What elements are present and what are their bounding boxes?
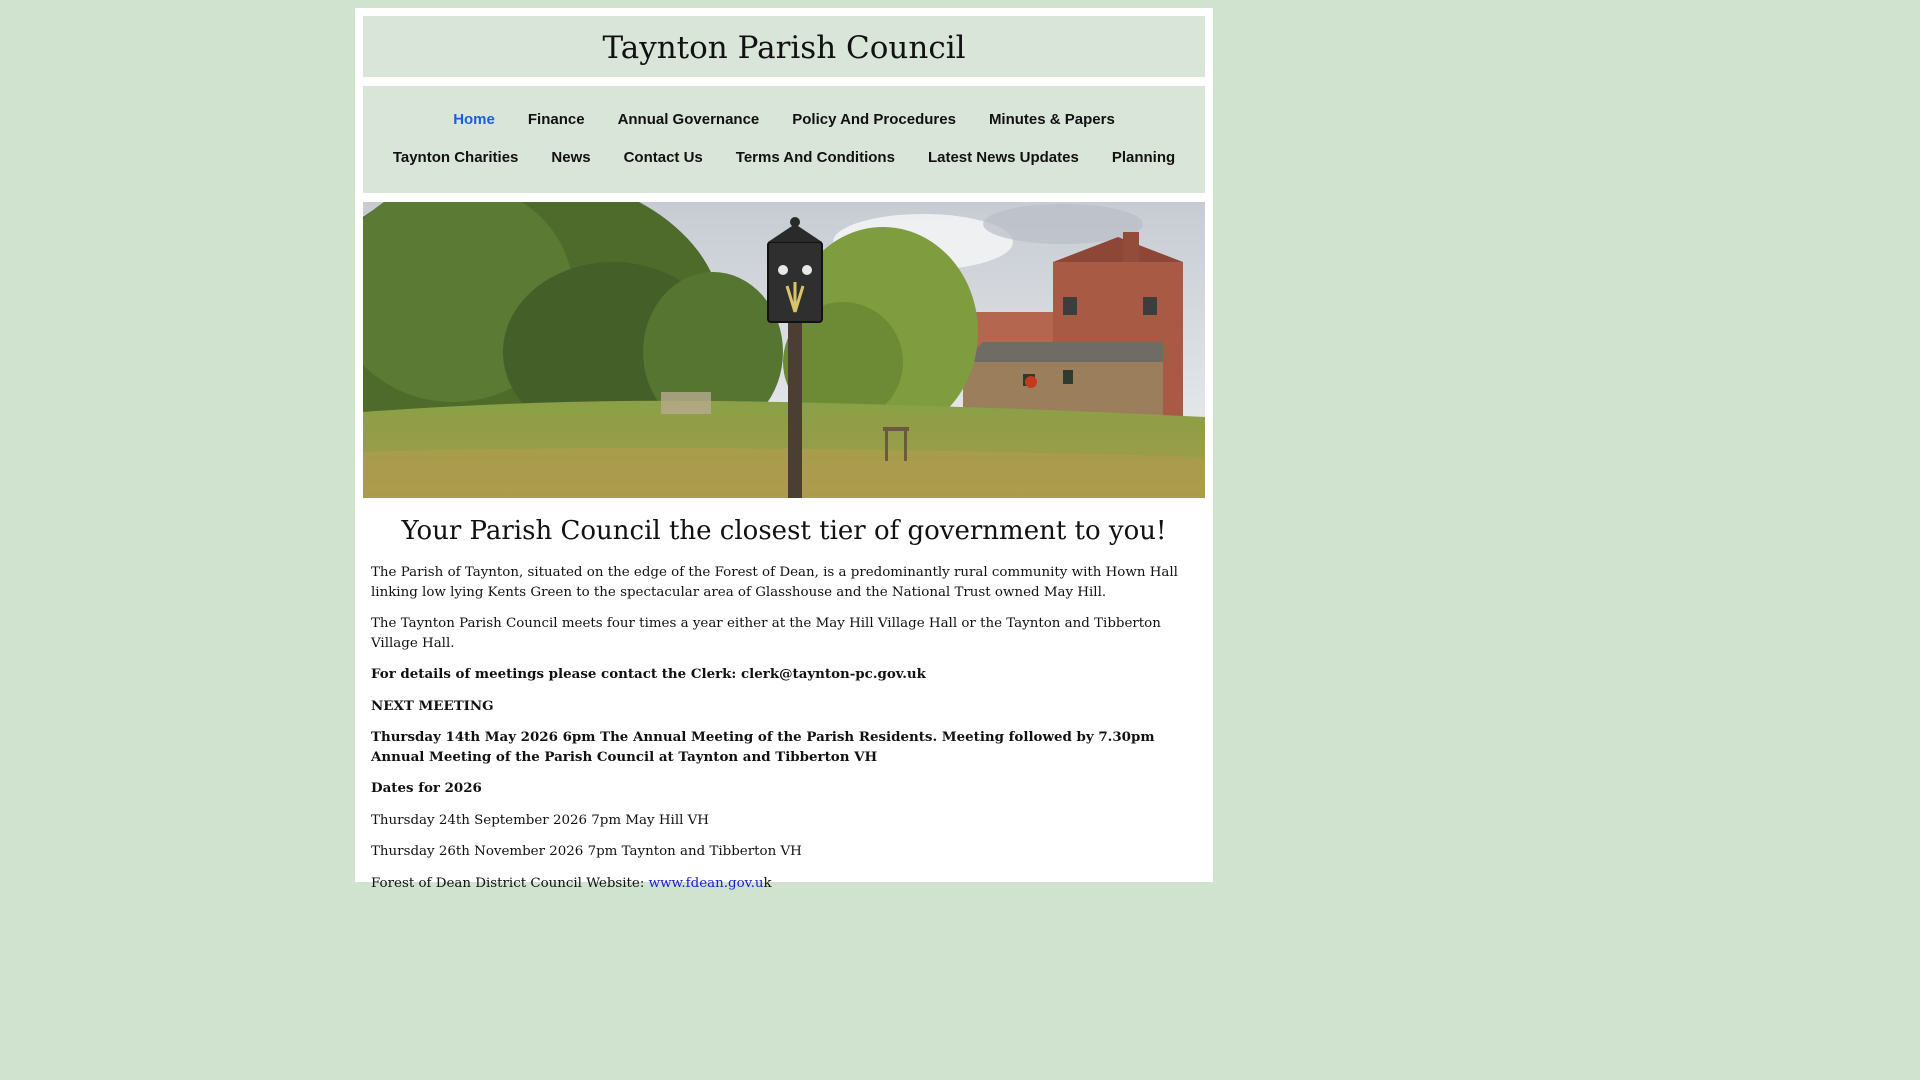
village-scene-illustration xyxy=(363,202,1205,498)
nav-item-taynton-charities[interactable]: Taynton Charities xyxy=(392,149,519,166)
main-content xyxy=(371,516,1197,905)
meetings-paragraph: The Taynton Parish Council meets four times a year either at the May Hill Village Hall or the Taynton and Tibberton Village Hall. xyxy=(371,616,1161,651)
header xyxy=(363,16,1205,77)
page-headline: Your Parish Council the closest tier of government to you! xyxy=(401,516,1167,546)
hero-image xyxy=(363,202,1205,498)
contact-clerk-text: For details of meetings please contact the Clerk: clerk@taynton-pc.gov.uk xyxy=(371,666,926,682)
intro-paragraph: The Parish of Taynton, situated on the edge of the Forest of Dean, is a predominantly rural community with Hown Hall linking low lying Kents Green to the spectacular area of Glasshouse and the National Trust owned May Hill. xyxy=(371,565,1178,600)
district-council-website xyxy=(371,874,1197,894)
nav-item-annual-governance[interactable]: Annual Governance xyxy=(617,111,760,128)
nav-item-terms-and-conditions[interactable]: Terms And Conditions xyxy=(735,149,895,166)
main-navigation xyxy=(363,86,1205,193)
next-meeting-label: NEXT MEETING xyxy=(371,697,494,714)
nav-item-finance[interactable]: Finance xyxy=(527,111,585,128)
nav-item-planning[interactable]: Planning xyxy=(1111,149,1176,166)
nav-item-home[interactable]: Home xyxy=(453,111,495,128)
nav-row-2 xyxy=(363,149,1205,166)
next-meeting-details: Thursday 14th May 2026 6pm The Annual Meeting of the Parish Residents. Meeting followed by 7.30pm Annual Meeting of the Parish Council at Taynton and Tibberton VH xyxy=(371,729,1155,765)
page-container xyxy=(355,8,1213,891)
meeting-date-1: Thursday 24th September 2026 7pm May Hill VH xyxy=(371,812,709,828)
nav-item-policy-and-procedures[interactable]: Policy And Procedures xyxy=(792,111,956,128)
nav-row-1 xyxy=(363,111,1205,128)
district-council-label: Forest of Dean District Council Website: xyxy=(371,875,649,891)
meeting-date-2: Thursday 26th November 2026 7pm Taynton and Tibberton VH xyxy=(371,844,802,859)
fdean-website-link[interactable]: www.fdean.gov.u xyxy=(648,875,764,891)
nav-item-news[interactable]: News xyxy=(551,149,591,166)
nav-item-minutes-papers[interactable]: Minutes & Papers xyxy=(988,111,1115,128)
nav-item-latest-news-updates[interactable]: Latest News Updates xyxy=(927,149,1079,166)
dates-label: Dates for 2026 xyxy=(371,780,482,796)
nav-item-contact-us[interactable]: Contact Us xyxy=(623,149,703,166)
district-council-link-suffix: k xyxy=(763,875,772,891)
site-title[interactable]: Taynton Parish Council xyxy=(602,29,966,66)
